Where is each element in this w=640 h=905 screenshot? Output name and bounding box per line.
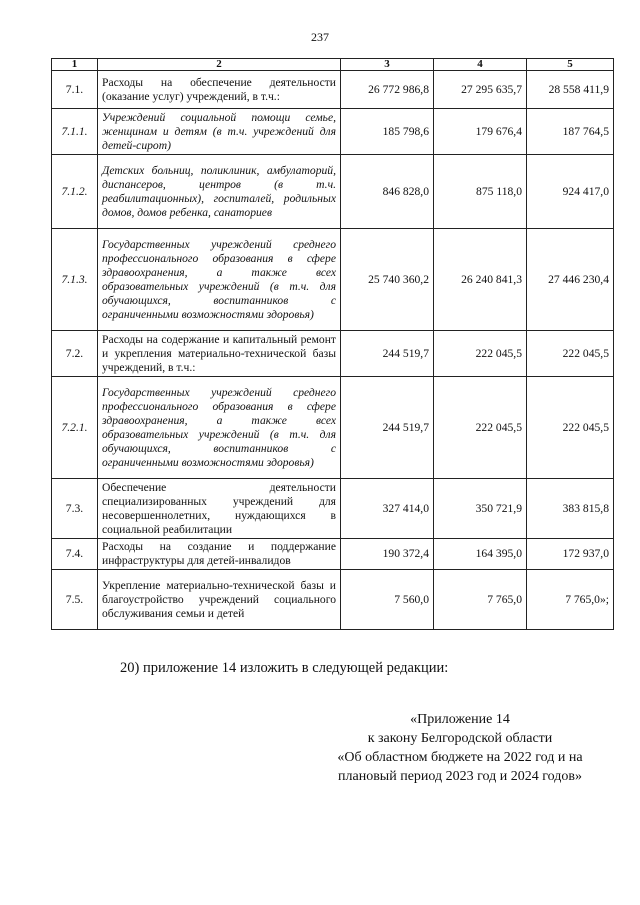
value-2024: 924 417,0 <box>527 155 614 229</box>
row-number: 7.3. <box>52 479 98 539</box>
row-number: 7.1. <box>52 71 98 109</box>
value-2023: 875 118,0 <box>434 155 527 229</box>
value-2023: 27 295 635,7 <box>434 71 527 109</box>
row-number: 7.4. <box>52 539 98 570</box>
value-2022: 26 772 986,8 <box>341 71 434 109</box>
value-2022: 185 798,6 <box>341 109 434 155</box>
value-2022: 7 560,0 <box>341 570 434 630</box>
row-description: Расходы на создание и поддержание инфраструктуры для детей-инвалидов <box>98 539 341 570</box>
row-number: 7.1.1. <box>52 109 98 155</box>
table-row <box>52 229 614 331</box>
value-2023: 7 765,0 <box>434 570 527 630</box>
appendix-law-title: «Об областном бюджете на 2022 год и на <box>337 750 583 765</box>
value-2022: 327 414,0 <box>341 479 434 539</box>
column-header: 3 <box>341 59 434 71</box>
value-2023: 164 395,0 <box>434 539 527 570</box>
value-2022: 244 519,7 <box>341 377 434 479</box>
page-number: 237 <box>311 30 329 44</box>
row-number: 7.1.3. <box>52 229 98 331</box>
budget-table <box>51 58 614 630</box>
value-2023: 222 045,5 <box>434 377 527 479</box>
table-row <box>52 71 614 109</box>
row-description: Детских больниц, поликлиник, амбулаторий, диспансеров, центров (в т.ч. реабилитационных), госпиталей, родильных домов, домов ребенка, санаториев <box>98 155 341 229</box>
row-description: Расходы на обеспечение деятельности (оказание услуг) учреждений, в т.ч.: <box>98 71 341 109</box>
value-2024: 28 558 411,9 <box>527 71 614 109</box>
row-number: 7.2. <box>52 331 98 377</box>
value-2022: 244 519,7 <box>341 331 434 377</box>
table-row <box>52 109 614 155</box>
value-2022: 25 740 360,2 <box>341 229 434 331</box>
appendix-law: к закону Белгородской области <box>367 731 553 746</box>
table-row <box>52 479 614 539</box>
row-description: Государственных учреждений среднего профессионального образования в сфере здравоохранения, а также всех образовательных учреждений (в т.ч. для обучающихся, воспитанников с ограниченными возможностями здоровья) <box>98 229 341 331</box>
value-2023: 222 045,5 <box>434 331 527 377</box>
table-row <box>52 155 614 229</box>
row-description: Укрепление материально-технической базы и благоустройство учреждений социального обслуживания семьи и детей <box>98 570 341 630</box>
amendment-instruction: 20) приложение 14 изложить в следующей редакции: <box>120 660 449 676</box>
value-2022: 190 372,4 <box>341 539 434 570</box>
value-2023: 26 240 841,3 <box>434 229 527 331</box>
column-header: 1 <box>52 59 98 71</box>
value-2023: 179 676,4 <box>434 109 527 155</box>
value-2024: 383 815,8 <box>527 479 614 539</box>
row-number: 7.1.2. <box>52 155 98 229</box>
row-description: Учреждений социальной помощи семье, женщинам и детям (в т.ч. учреждений для детей-сирот) <box>98 109 341 155</box>
appendix-title: «Приложение 14 <box>410 712 510 727</box>
appendix-heading <box>320 710 600 786</box>
value-2024: 27 446 230,4 <box>527 229 614 331</box>
row-description: Расходы на содержание и капитальный ремонт и укрепления материально-технической базы учреждений, в т.ч.: <box>98 331 341 377</box>
row-description: Государственных учреждений среднего профессионального образования в сфере здравоохранения, а также всех образовательных учреждений (в т.ч. для обучающихся, воспитанников с ограниченными возможностями здоровья) <box>98 377 341 479</box>
value-2024: 7 765,0»; <box>527 570 614 630</box>
value-2024: 187 764,5 <box>527 109 614 155</box>
value-2024: 222 045,5 <box>527 377 614 479</box>
column-header: 4 <box>434 59 527 71</box>
row-description: Обеспечение деятельности специализированных учреждений для несовершеннолетних, нуждающихся в социальной реабилитации <box>98 479 341 539</box>
appendix-law-title-cont: плановый период 2023 год и 2024 годов» <box>338 769 582 784</box>
table-row <box>52 377 614 479</box>
column-header: 2 <box>98 59 341 71</box>
row-number: 7.2.1. <box>52 377 98 479</box>
table-header-row <box>52 59 614 71</box>
table-row <box>52 570 614 630</box>
table-row <box>52 539 614 570</box>
value-2024: 172 937,0 <box>527 539 614 570</box>
row-number: 7.5. <box>52 570 98 630</box>
value-2022: 846 828,0 <box>341 155 434 229</box>
table-row <box>52 331 614 377</box>
value-2023: 350 721,9 <box>434 479 527 539</box>
column-header: 5 <box>527 59 614 71</box>
value-2024: 222 045,5 <box>527 331 614 377</box>
